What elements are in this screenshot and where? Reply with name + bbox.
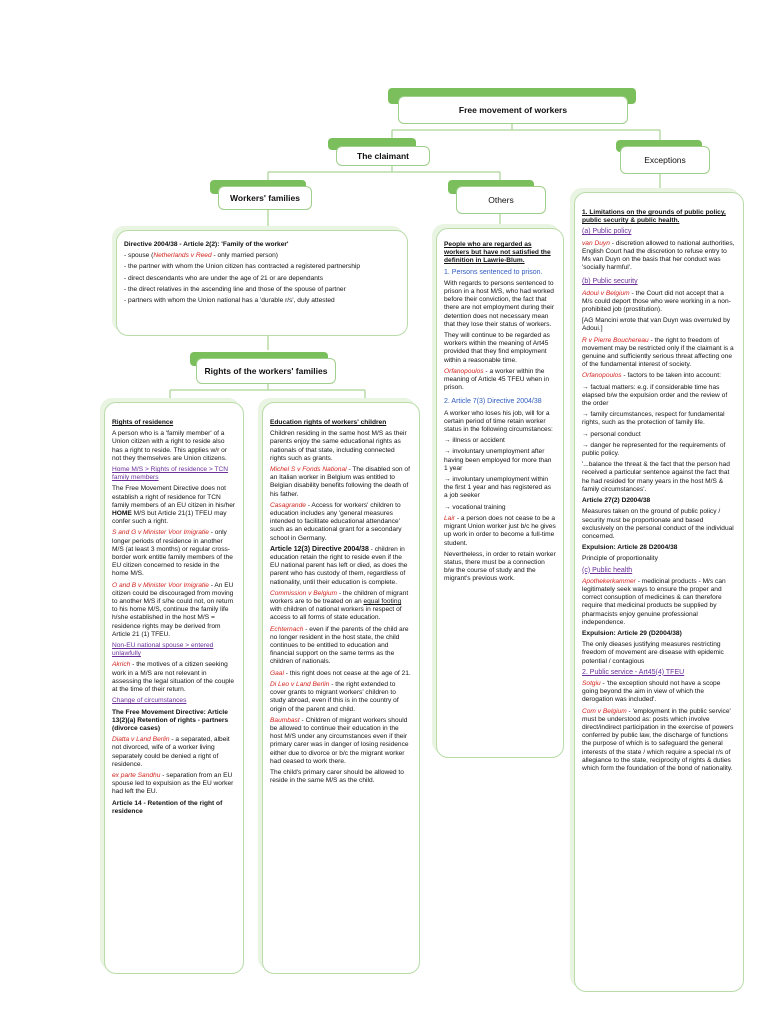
residence-article-14: Article 14 - Retention of the right of residence	[112, 799, 223, 815]
case-com-v-belgium: Com v Belgium - 'employment in the public service' must be understood as: posts which involve direct/indirect participation in the exercise of powers conferred by public law, the discharge of functions the purpose of which is to safeguard the general interests of the state / which require a special r/s of allegiance to the state, reciprocity of rights & duties which form the foundation of the bond of nationality.	[582, 707, 734, 772]
case-bouchereau: R v Pierre Bouchereau - the right to freedom of movement may be restricted only if the claimant is a genuine and sufficiently serious threat affecting one of the fundamental interest of society.	[582, 336, 734, 369]
case-orfanopoulos-factors: Orfanopoulos - factors to be taken into account:	[582, 372, 721, 380]
exceptions-article-29: Expulsion: Article 29 (D2004/38)	[582, 629, 682, 637]
exceptions-mancini-note: [AG Mancini wrote that van Duyn was overruled by Adoui.]	[582, 317, 731, 333]
case-apothekerkammer: Apothekerkammer - medicinal products - M/s can legitimately seek ways to ensure the proper and correct consuption of medicines & can therefore require that medicinal products be supplied by pharmacists enjoy genuine professional independence.	[582, 577, 726, 626]
family-item-spouse: - spouse (Netherlands v Reed - only married person)	[124, 252, 278, 260]
residence-article-13: The Free Movement Directive: Article 13(2)(a) Retention of rights - partners (divorce cases)	[112, 708, 229, 732]
others-bullet-unemployment-2: → involuntary unemployment within the first 1 year and has registered as a job seeker	[444, 476, 552, 500]
others-section-article-7: 2. Article 7(3) Directive 2004/38	[444, 398, 542, 406]
case-adoui: Adoui v Belgium - the Court did not accept that a M/s could deport those who were working in a non-prohibited job (prostitution).	[582, 289, 731, 314]
rights-families-label: Rights of the workers' families	[204, 366, 328, 376]
family-item-descendants: - direct descendants who are under the age of 21 or are dependants	[124, 274, 324, 282]
exceptions-node	[620, 146, 710, 174]
exceptions-public-health: (c) Public health	[582, 566, 633, 574]
case-gaal: Gaal - this right does not cease at the age of 21.	[270, 669, 411, 677]
others-prison-text-2: They will continue to be regarded as workers within the meaning of Art45 provided that they find employment within a reasonable time.	[444, 332, 550, 364]
education-title: Education rights of workers' children	[270, 419, 387, 426]
others-title: People who are regarded as workers but have not satisfied the definition in Lawrie-Blum.	[444, 241, 551, 265]
residence-title: Rights of residence	[112, 419, 174, 426]
case-casagrande: Casagrande - Access for workers' children to education includes any 'general measures intended to facilitate educational attendance' such as an educational grant for a secondary school in Germany.	[270, 501, 402, 542]
others-bullet-unemployment-1: → involuntary unemployment after having been employed for more than 1 year	[444, 448, 552, 472]
exceptions-bullet-conduct: → personal conduct	[582, 430, 641, 438]
case-commission-belgium: Commission v Belgium - the children of migrant workers are to be treated on an equal footing with children of national workers in respect of access to all forms of state education.	[270, 589, 409, 622]
case-van-duyn: van Duyn - discretion allowed to national authorities, English Court had the discretion to refuse entry to Ms van Duyn on the basis that her conduct was 'socially harmful'.	[582, 239, 735, 272]
others-bullet-vocational: → vocational training	[444, 503, 506, 511]
family-definition-card	[116, 230, 408, 336]
exceptions-bullet-danger: → danger he represented for the requirements of public policy.	[582, 441, 726, 458]
others-bullet-illness: → illness or accident	[444, 437, 505, 445]
family-item-partner: - the partner with whom the Union citizen has contracted a registered partnership	[124, 263, 361, 271]
exceptions-balance-quote: '...balance the threat & the fact that the person had received a particular sentence against the fact that he had resided for many years in the host M/S & family circumstances'.	[582, 461, 730, 493]
exceptions-label: Exceptions	[644, 155, 686, 165]
case-baumbast: Baumbast - Children of migrant workers should be allowed to continue their education in the host M/S under any circumstances even if their primary carer was in danger of losing residence either due to divorce or b/c the migrant worker had ceased to work there.	[270, 716, 409, 765]
others-card	[436, 228, 564, 758]
case-lair: Lair - a person does not cease to be a migrant Union worker just b/c he gives up work in order to become a full-time student.	[444, 514, 556, 547]
others-prison-text: With regards to persons sentenced to prison in a host M/S, who had worked before their conviction, the fact that there are not employment during their detention does not necessary mean that they lose their status of workers.	[444, 279, 554, 328]
exceptions-article-27-text: Measures taken on the ground of public policy / security must be proportionate and based exclusively on the personal conduct of the individual concerned.	[582, 508, 734, 540]
residence-card	[104, 402, 244, 974]
exceptions-article-27: Article 27(2) D2004/38	[582, 497, 651, 505]
residence-directive-text: The Free Movement Directive does not establish a right of residence for TCN family members of an EU citizen in his/her HOME M/S but Article 21(1) TFEU may confer such a right.	[112, 485, 236, 526]
residence-link-change[interactable]: Change of circumstances	[112, 697, 187, 705]
exceptions-public-policy: (a) Public policy	[582, 228, 632, 236]
claimant-label: The claimant	[357, 151, 409, 161]
exceptions-card	[574, 192, 744, 992]
case-di-leo: Di Leo v Land Berlin - the right extended to cover grants to migrant workers' children to study abroad, even if this is in the country of origin of the parent and child.	[270, 680, 399, 713]
exceptions-article-28: Expulsion: Article 28 D2004/38	[582, 544, 678, 552]
case-michel: Michel S v Fonds National - The disabled son of an Italian worker in Belgium was entitled to Belgian disability benefits following the death of his father.	[270, 466, 410, 498]
family-definition-title: Directive 2004/38 - Article 2(2): 'Family of the worker'	[124, 241, 289, 248]
case-o-and-b: O and B v Minister Voor Imigratie - An EU citizen could be discouraged from moving to another M/S if s/he could not, on return to his home M/S, continue the family life h/she established in the host M/S = residence rights may be derived from Article 21 (1) TFEU.	[112, 581, 234, 638]
others-section-prison: 1. Persons sentenced to prison.	[444, 268, 543, 276]
education-intro: Children residing in the same host M/S as their parents enjoy the same educational rights as nationals of that state, including connected rights such as grants.	[270, 430, 407, 462]
claimant-node	[336, 146, 430, 166]
residence-link-spouse[interactable]: Non-EU national spouse > entered unlawfully	[112, 642, 214, 658]
exceptions-bullet-family: → family circumstances, respect for fundamental rights, such as the protection of family life.	[582, 411, 725, 427]
family-item-durable: - partners with whom the Union national has a 'durable r/s', duly attested	[124, 297, 335, 305]
case-sandhu: ex parte Sandhu - separation from an EU spouse led to expulsion as the EU worker had left the EU.	[112, 771, 234, 796]
root-label: Free movement of workers	[458, 105, 568, 115]
family-item-ascending: - the direct relatives in the ascending line and those of the spouse of partner	[124, 285, 346, 293]
exceptions-bullet-factual: → factual matters: e.g. if considerable time has elapsed b/w the expulsion order and the review of the order	[582, 383, 728, 408]
education-article-12: Article 12(3) Directive 2004/38 - children in education retain the right to reside even if the EU national parent has left or died, as does the parent who has custody of them, regardless of nationality, until their education is complete.	[270, 545, 408, 586]
case-echternach: Echternach - even if the parents of the child are no longer resident in the host state, the child continues to be entitled to education and financial support on the same terms as the children of nationals.	[270, 625, 409, 666]
others-lair-note: Nevertheless, in order to retain worker status, there must be a connection b/w the course of study and the migrant's previous work.	[444, 550, 556, 583]
education-carer: The child's primary carer should be allowed to reside in the same M/S as the child.	[270, 768, 404, 785]
exceptions-diseases: The only dieases justifying measures restricting freedom of movement are disease with epidemic potential / contagious	[582, 641, 724, 665]
exceptions-proportionality: Principle of proportionality	[582, 555, 658, 563]
case-sotgiu: Sotgiu - 'the exception should not have a scope going beyond the aim in view of which the derogation was included'.	[582, 679, 721, 704]
others-article-7-text: A worker who loses his job, will for a certain period of time retain worker status in the following circumstances:	[444, 409, 553, 434]
families-node	[218, 186, 312, 210]
exceptions-public-security: (b) Public security	[582, 278, 638, 286]
root-node	[398, 96, 628, 124]
others-label: Others	[488, 195, 514, 205]
others-node	[456, 186, 546, 214]
families-label: Workers' families	[230, 193, 300, 203]
case-akrich: Akrich - the motives of a citizen seeking work in a M/S are not relevant in assessing the legal situation of the couple at the time of their return.	[112, 661, 235, 694]
education-card	[262, 402, 420, 974]
exceptions-public-service: 2. Public service - Art45(4) TFEU	[582, 668, 685, 676]
case-orfanopoulos-prison: Orfanopoulos - a worker within the meaning of Article 45 TFEU when in prison.	[444, 367, 550, 392]
case-diatta: Diatta v Land Berlin - a separated, albeit not divorced, wife of a worker living separately could be denied a right of residence.	[112, 736, 230, 768]
exceptions-title: 1. Limitations on the grounds of public policy, public security & public health.	[582, 209, 726, 225]
residence-intro: A person who is a 'family member' of a Union citizen with a right to reside also has a right to reside. This applies w/r or not they themselves are Union citizens.	[112, 430, 227, 462]
residence-link-tcn[interactable]: Home M/S > Rights of residence > TCN family members	[112, 466, 229, 482]
rights-families-node	[196, 358, 336, 384]
case-s-and-g: S and G v Minister Voor Imigratie - only longer periods of residence in another M/S (at least 3 months) or regular cross-border work entitle family members of the EU citizen concerned to reside in the home M/S.	[112, 529, 233, 578]
